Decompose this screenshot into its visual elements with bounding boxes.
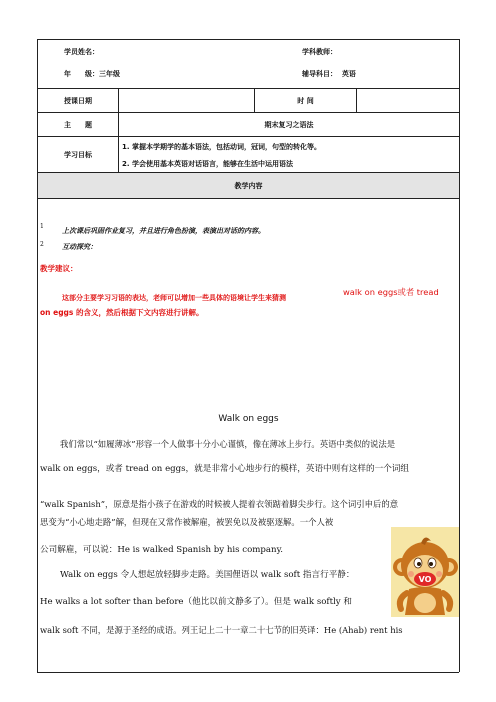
grade-value: 三年级: [99, 70, 120, 78]
step-number: 2: [40, 241, 44, 248]
date-label: 授课日期: [64, 97, 92, 105]
article-line: Walk on eggs 令人想起放轻脚步走路。美国俚语以 walk soft 指言行平静：: [60, 570, 355, 580]
article-line: 思变为“小心地走路”解，但现在又常作被解雇，被罢免以及被驱逐解。一个人被: [40, 517, 334, 527]
table-col-divider: [118, 88, 119, 172]
article-title: Walk on eggs: [218, 414, 279, 424]
grade-field: [64, 69, 120, 79]
article-line: walk on eggs，或者 tread on eggs，就是非常小心地步行的模样，英语中则有这样的一个词组: [40, 464, 409, 474]
grade-label: 年 级：: [64, 70, 99, 78]
subject-field: [302, 69, 356, 79]
topic-value: 期末复习之语法: [264, 121, 314, 129]
step-text: 互动探究：: [62, 243, 97, 251]
table-rule: [37, 112, 459, 113]
subject-label: 辅导科目：: [302, 70, 337, 78]
table-rule: [37, 88, 459, 89]
article-line: “walk Spanish”，原意是指小孩子在游戏的时候被人提着衣领踮着脚尖步行。这个词引申后的意: [40, 499, 399, 509]
table-rule: [37, 198, 459, 199]
topic-label: 主 题: [64, 121, 92, 129]
table-border-bottom: [37, 672, 459, 673]
subject-value: 英语: [341, 70, 356, 78]
student-name-label: 学员姓名：: [64, 48, 99, 56]
suggestion-line: 这部分主要学习习语的表达，老师可以增加一些具体的语境让学生来猜测: [62, 294, 286, 302]
teacher-label: 学科教师：: [302, 48, 337, 56]
article-line: 公司解雇，可以说：He is walked Spanish by his company.: [40, 545, 284, 555]
article-line: 我们常以“如履薄冰”形容一个人做事十分小心谨慎，像在薄冰上步行。英语中类似的说法是: [60, 439, 396, 449]
article-line: walk soft 不同，是源于圣经的成语。列王记上二十一章二十七节的旧英译：He (Ahab) rent his: [40, 625, 403, 635]
time-label: 时 间: [297, 97, 314, 105]
goal-item: 2. 学会使用基本英语对话语言，能够在生活中运用语法: [122, 160, 293, 168]
table-rule: [37, 136, 459, 137]
goal-item: 1. 掌握本学期学的基本语法，包括动词，冠词，句型的转化等。: [122, 143, 321, 151]
suggestion-title: 教学建议：: [40, 264, 78, 273]
monkey-mascot: [391, 527, 459, 617]
step-text: 上次课后巩固作业复习，并且进行角色扮演，表演出对话的内容。: [62, 227, 265, 235]
mascot-badge-text: VO: [418, 575, 432, 584]
suggestion-line: on eggs 的含义，然后根据下文内容进行讲解。: [40, 308, 204, 317]
table-col-divider: [356, 88, 357, 112]
step-number: 1: [40, 223, 44, 230]
table-border-top: [37, 39, 459, 40]
suggestion-idiom: walk on eggs或者 tread: [343, 287, 439, 297]
table-border-left: [37, 39, 38, 672]
content-header: 教学内容: [234, 182, 263, 190]
monkey-icon: [391, 527, 459, 617]
table-border-right: [459, 39, 460, 672]
article-line: He walks a lot softer than before（他比以前文静多了）。但是 walk softly 和: [40, 597, 352, 607]
goals-label: 学习目标: [64, 151, 92, 159]
